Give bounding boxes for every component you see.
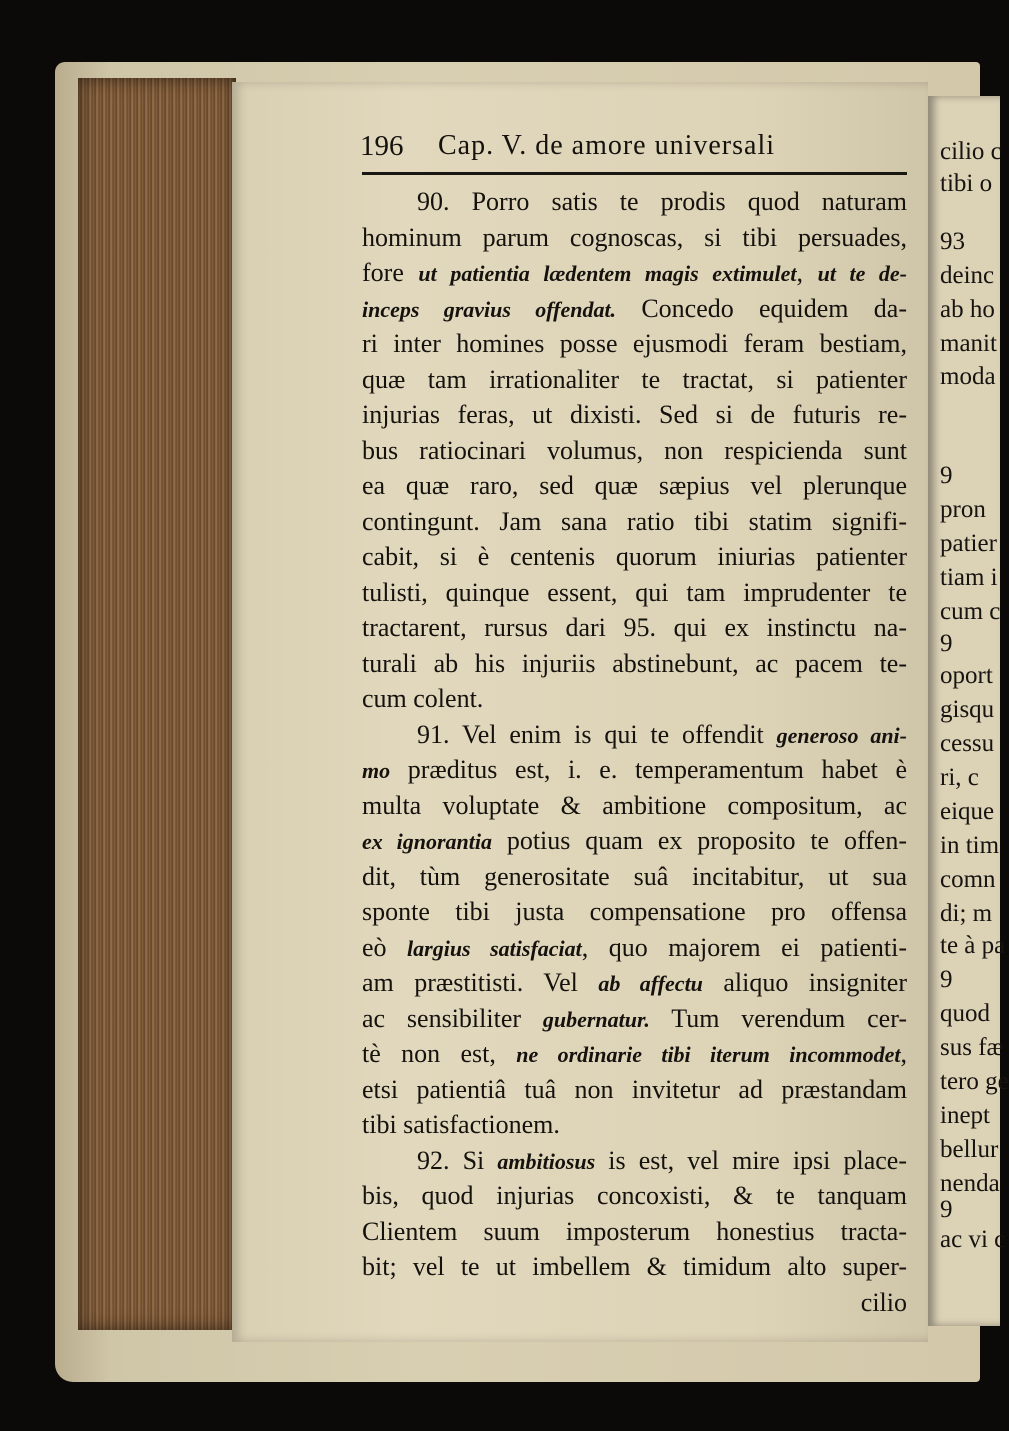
text-run: quæ tam irrationaliter te tractat, si patienter [362, 364, 907, 394]
facing-text-line: 9 [940, 630, 953, 657]
text-line [362, 184, 907, 220]
facing-text-line: comn [940, 866, 996, 893]
facing-page-fragment [928, 96, 1009, 1326]
text-line [362, 610, 907, 646]
italic-run: inceps gravius offendat. [362, 296, 617, 322]
facing-text-line: cilio c [940, 138, 1002, 165]
facing-text-line: 9 [940, 462, 953, 489]
text-line [362, 1214, 907, 1250]
text-line [362, 823, 907, 859]
facing-text-line: tiam i [940, 564, 998, 591]
italic-run: largius satisfaciat [407, 935, 582, 961]
text-run: tractarent, rursus dari 95. qui ex instinctu na- [362, 613, 907, 642]
facing-text-line: gisqu [940, 696, 995, 723]
text-line [362, 646, 907, 682]
text-line [362, 1107, 907, 1143]
text-line [362, 468, 907, 504]
italic-run: gubernatur. [542, 1006, 650, 1032]
facing-text-line: 9 [940, 966, 953, 993]
italic-run: ex ignorantia [362, 829, 492, 854]
text-run: eò [362, 932, 408, 962]
text-run: , [796, 258, 818, 287]
text-line [362, 397, 907, 433]
text-run: tulisti, quinque essent, qui tam imprudenter te [362, 577, 907, 607]
text-run: 90. Porro satis te prodis quod naturam [417, 187, 907, 216]
page-edges [78, 78, 236, 1330]
text-line [362, 752, 907, 788]
facing-text-line: inept [940, 1102, 990, 1129]
text-line [362, 539, 907, 575]
facing-text-line: oport [940, 662, 993, 689]
italic-run: ut patientia lædentem magis extimulet [418, 261, 797, 286]
text-run: , [900, 1039, 908, 1068]
text-run: cilio [860, 1287, 907, 1317]
text-run: hominum parum cognoscas, si tibi persuades, [362, 222, 907, 252]
text-run: tè non est, [362, 1039, 517, 1068]
text-run: Concedo equidem da- [616, 293, 907, 323]
facing-text-line: ab ho [940, 296, 995, 323]
text-run: bit; vel te ut imbellem & timidum alto super- [362, 1252, 907, 1281]
text-run: is est, vel mire ipsi place- [595, 1145, 908, 1175]
text-run: cabit, si è centenis quorum iniurias patienter [362, 542, 907, 571]
italic-run: ne ordinarie tibi iterum incommodet [516, 1042, 901, 1067]
text-run: injurias feras, ut dixisti. Sed si de futuris re- [362, 400, 907, 429]
text-line [362, 965, 907, 1001]
text-run: bis, quod injurias concoxisti, & te tanquam [362, 1181, 907, 1210]
text-line [362, 1285, 907, 1321]
text-line [362, 575, 907, 611]
header-rule [362, 172, 907, 175]
text-run: Clientem suum imposterum honestius tracta- [362, 1216, 907, 1246]
facing-text-line: quod [940, 1000, 990, 1027]
text-line [362, 326, 907, 362]
text-line [362, 504, 907, 540]
text-line [362, 255, 907, 291]
facing-text-line: 9 [940, 1196, 953, 1223]
facing-text-line: 93 [940, 228, 965, 255]
text-run: dit, tùm generositate suâ incitabitur, ut sua [362, 861, 907, 891]
text-run: bus ratiocinari volumus, non respicienda sunt [362, 435, 907, 465]
text-run: , quo majorem ei patienti- [581, 932, 907, 962]
facing-text-line: moda [940, 363, 996, 390]
facing-text-line: nenda [940, 1170, 1000, 1197]
text-line [362, 1036, 907, 1072]
italic-run: generoso ani- [776, 722, 907, 748]
facing-text-line: manit [940, 330, 997, 357]
facing-text-line: tero ge [940, 1068, 1009, 1095]
text-line [362, 1143, 907, 1179]
text-run: 92. Si [417, 1145, 498, 1175]
italic-run: ambitiosus [497, 1148, 596, 1174]
text-run: contingunt. Jam sana ratio tibi statim signifi- [362, 506, 907, 536]
text-run: sponte tibi justa compensatione pro offensa [362, 897, 907, 926]
facing-text-line: cessu [940, 730, 995, 757]
text-run: potius quam ex proposito te offen- [491, 826, 907, 855]
text-run: ri inter homines posse ejusmodi feram bestiam, [362, 329, 907, 358]
text-line [362, 362, 907, 398]
text-line [362, 681, 907, 717]
facing-text-line: ac vi c [940, 1226, 1006, 1253]
text-run: fore [362, 258, 419, 287]
facing-text-line: cum c [940, 598, 1001, 625]
text-line [362, 930, 907, 966]
italic-run: ab affectu [598, 971, 703, 996]
running-header [360, 128, 905, 174]
page-number: 196 [360, 130, 404, 162]
running-title: Cap. V. de amore universali [438, 130, 776, 161]
text-line [362, 1072, 907, 1108]
text-run: tibi satisfactionem. [362, 1110, 560, 1139]
text-line [362, 894, 907, 930]
text-run: multa voluptate & ambitione compositum, ac [362, 790, 907, 820]
text-run: Tum verendum cer- [649, 1003, 907, 1033]
facing-text-line: pron [940, 496, 986, 523]
text-run: præditus est, i. e. temperamentum habet è [390, 755, 907, 784]
text-line [362, 291, 907, 327]
text-line [362, 433, 907, 469]
italic-run: mo [362, 758, 391, 783]
facing-text-line: patier [940, 530, 997, 557]
facing-text-line: ri, c [940, 764, 979, 791]
text-line [362, 1249, 907, 1285]
text-run: ea quæ raro, sed quæ sæpius vel plerunque [362, 471, 907, 500]
facing-text-line: eique [940, 798, 995, 825]
facing-text-line: tibi o [940, 170, 993, 197]
text-line [362, 220, 907, 256]
text-line [362, 859, 907, 895]
text-line [362, 788, 907, 824]
facing-text-line: te à pa [940, 932, 1006, 959]
facing-text-line: bellur [940, 1136, 999, 1163]
italic-run: ut te de- [817, 261, 908, 286]
text-run: aliquo insigniter [702, 968, 907, 997]
text-line [362, 1178, 907, 1214]
text-run: 91. Vel enim is qui te offendit [417, 719, 777, 749]
facing-text-line: deinc [940, 262, 995, 289]
text-run: ac sensibiliter [362, 1003, 543, 1033]
facing-text-line: di; m [940, 900, 993, 927]
text-run: etsi patientiâ tuâ non invitetur ad præstandam [362, 1074, 907, 1104]
facing-text-line: sus fæ [940, 1034, 1004, 1061]
facing-text-line: in tim [940, 832, 1000, 859]
text-line [362, 1001, 907, 1037]
text-run: turali ab his injuriis abstinebunt, ac pacem te- [362, 648, 907, 678]
body-text [362, 184, 907, 1320]
text-run: cum colent. [362, 684, 484, 713]
text-run: am præstitisti. Vel [362, 968, 599, 997]
text-line [362, 717, 907, 753]
